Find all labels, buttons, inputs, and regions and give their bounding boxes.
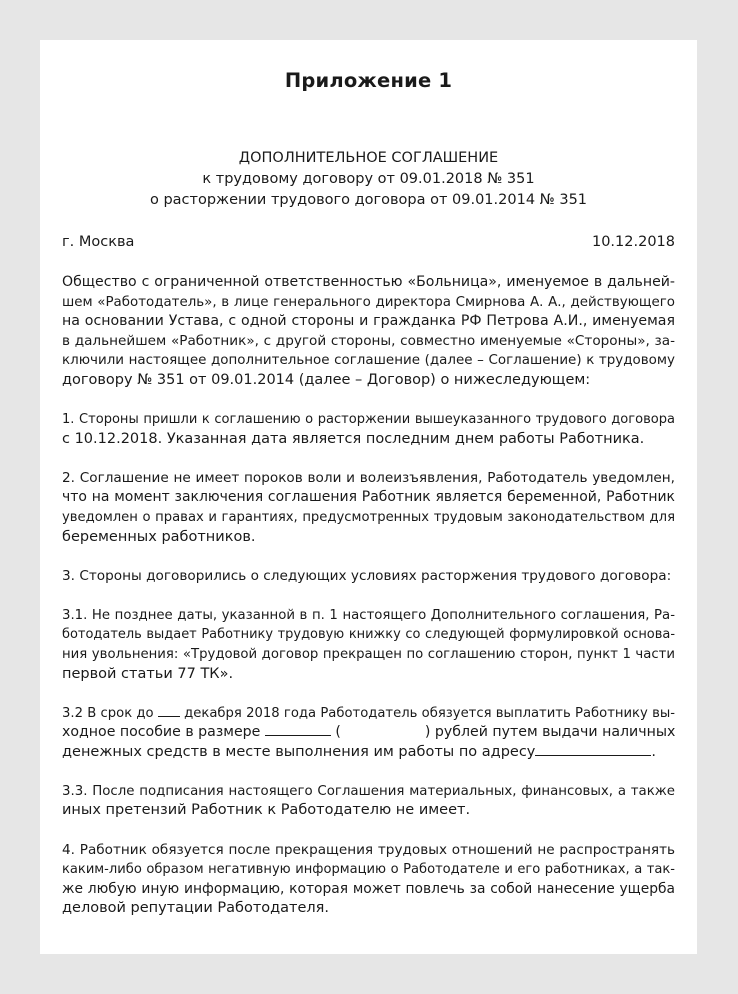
clause-line: деловой репутации Работодателя. xyxy=(62,900,330,917)
clause-3-2 xyxy=(62,704,675,763)
text-fragment: ( xyxy=(335,724,341,741)
clause-line: первой статьи 77 ТК». xyxy=(62,665,234,682)
amount-blank xyxy=(265,723,331,736)
clause-line: ния увольнения: «Трудовой договор прекращен по соглашению сторон, пункт 1 части xyxy=(62,646,675,662)
clause-1 xyxy=(62,410,675,449)
clause-line: ботодатель выдает Работнику трудовую книжку со следующей формулировкой основа- xyxy=(62,627,675,643)
heading-line-3: о расторжении трудового договора от 09.01.2014 № 351 xyxy=(149,192,588,208)
intro-paragraph xyxy=(62,273,675,391)
clause-line: беременных работников. xyxy=(62,528,256,545)
clause-line: каким-либо образом негативную информацию о Работодателе и его работниках, а так- xyxy=(62,862,675,878)
clause-4 xyxy=(62,841,675,919)
text-fragment: 3.2 В срок до xyxy=(62,705,154,721)
heading-line-2: к трудовому договору от 09.01.2018 № 351 xyxy=(202,171,535,187)
place: г. Москва xyxy=(62,234,135,250)
intro-line: ключили настоящее дополнительное соглашение (далее – Соглашение) к трудовому xyxy=(62,353,675,369)
clause-2 xyxy=(62,469,675,547)
clause-line: что на момент заключения соглашения Работник является беременной, Работник xyxy=(62,489,675,506)
address-blank xyxy=(535,743,651,756)
clause-line: 3. Стороны договорились о следующих условиях расторжения трудового договора: xyxy=(62,567,672,584)
agreement-date: 10.12.2018 xyxy=(591,234,675,250)
text-fragment: ) рублей путем выдачи наличных xyxy=(424,724,676,741)
clause-line: уведомлен о правах и гарантиях, предусмотренных трудовым законодательством для xyxy=(62,509,675,525)
clause-line: 1. Стороны пришли к соглашению о расторжении вышеуказанного трудового договора xyxy=(62,412,675,428)
intro-line: шем «Работодатель», в лице генерального директора Смирнова А. А., действующего xyxy=(62,294,675,310)
clause-line xyxy=(62,743,675,763)
clause-line: 3.3. После подписания настоящего Соглашения материальных, финансовых, а также xyxy=(62,783,675,799)
intro-line: в дальнейшем «Работник», с другой стороны, совместно именуемые «Стороны», за- xyxy=(62,332,675,349)
clause-line xyxy=(62,704,675,724)
intro-line: на основании Устава, с одной стороны и гражданка РФ Петрова А.И., именуемая xyxy=(62,313,675,330)
heading-line-1: ДОПОЛНИТЕЛЬНОЕ СОГЛАШЕНИЕ xyxy=(238,150,499,166)
clause-line: 2. Соглашение не имеет пороков воли и волеизъявления, Работодатель уведомлен, xyxy=(62,469,675,486)
clause-3 xyxy=(62,567,675,587)
document-page xyxy=(40,40,697,954)
appendix-title: Приложение 1 xyxy=(284,69,453,92)
text-fragment: ходное пособие в размере xyxy=(62,724,261,741)
agreement-heading xyxy=(62,148,675,211)
clause-line: иных претензий Работник к Работодателю не имеет. xyxy=(62,802,471,819)
clause-line: 4. Работник обязуется после прекращения трудовых отношений не распространять xyxy=(62,841,675,858)
clause-3-1 xyxy=(62,606,675,684)
text-fragment: декабря 2018 года Работодатель обязуется выплатить Работнику вы- xyxy=(184,705,675,721)
clause-line: же любую иную информацию, которая может повлечь за собой нанесение ущерба xyxy=(62,880,675,897)
text-fragment: . xyxy=(651,743,656,760)
text-fragment: денежных средств в месте выполнения им работы по адресу xyxy=(62,743,536,760)
clause-line xyxy=(62,723,675,743)
place-date-row xyxy=(62,232,675,252)
day-blank xyxy=(158,704,180,717)
intro-line: Общество с ограниченной ответственностью «Больница», именуемое в дальней- xyxy=(62,274,675,290)
clause-line: 3.1. Не позднее даты, указанной в п. 1 настоящего Дополнительного соглашения, Ра- xyxy=(62,607,675,623)
intro-line: договору № 351 от 09.01.2014 (далее – Договор) о нижеследующем: xyxy=(62,371,591,388)
clause-line: с 10.12.2018. Указанная дата является последним днем работы Работника. xyxy=(62,430,645,447)
clause-3-3 xyxy=(62,782,675,821)
